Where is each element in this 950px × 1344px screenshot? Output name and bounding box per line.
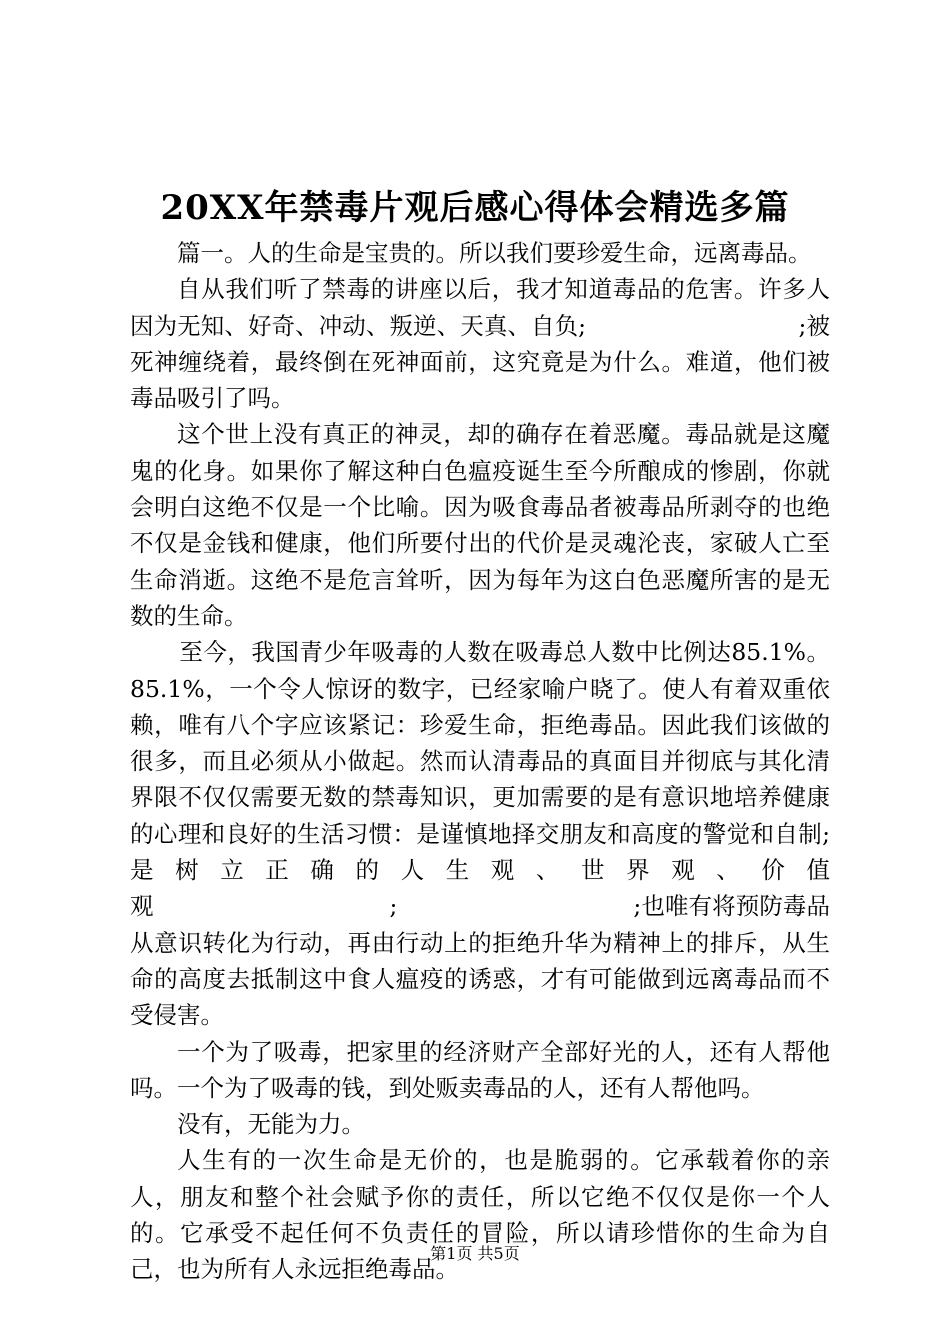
page-footer: 第1页 共5页 bbox=[430, 1244, 520, 1263]
document-body bbox=[130, 235, 830, 1288]
paragraph-1: 篇一。人的生命是宝贵的。所以我们要珍爱生命，远离毒品。 bbox=[177, 239, 812, 267]
paragraph-2: 自从我们听了禁毒的讲座以后，我才知道毒品的危害。许多人因为无知、好奇、冲动、叛逆、天真、自负; ;被死神缠绕着，最终倒在死神面前，这究竟是为什么。难道，他们被毒品吸引了吗。 bbox=[130, 275, 830, 413]
paragraph-4: 至今，我国青少年吸毒的人数在吸毒总人数中比例达85.1%。85.1%，一个令人惊讶的数字，已经家喻户晓了。使人有着双重依赖，唯有八个字应该紧记：珍爱生命，拒绝毒品。因此我们该做的很多，而且必须从小做起。然而认清毒品的真面目并彻底与其化清界限不仅仅需要无数的禁毒知识，更加需要的是有意识地培养健康的心理和良好的生活习惯：是谨慎地择交朋友和高度的警觉和自制;是树立正确的人生观、世界观、价值观 ; ;也唯有将预防毒品从意识转化为行动，再由行动上的拒绝升华为精神上的排斥，从生命的高度去抵制这中食人瘟疫的诱惑，才有可能做到远离毒品而不受侵害。 bbox=[130, 638, 830, 1030]
paragraph-5: 一个为了吸毒，把家里的经济财产全部好光的人，还有人帮他吗。一个为了吸毒的钱，到处贩卖毒品的人，还有人帮他吗。 bbox=[130, 1037, 830, 1102]
paragraph-3: 这个世上没有真正的神灵，却的确存在着恶魔。毒品就是这魔鬼的化身。如果你了解这种白色瘟疫诞生至今所酿成的惨剧，你就会明白这绝不仅是一个比喻。因为吸食毒品者被毒品所剥夺的也绝不仅是金钱和健康，他们所要付出的代价是灵魂沦丧，家破人亡至生命消逝。这绝不是危言耸听，因为每年为这白色恶魔所害的是无数的生命。 bbox=[130, 420, 830, 630]
paragraph-6: 没有，无能为力。 bbox=[177, 1110, 365, 1139]
document-title: 20XX年禁毒片观后感心得体会精选多篇 bbox=[160, 188, 790, 228]
paragraph-7: 人生有的一次生命是无价的，也是脆弱的。它承载着你的亲人，朋友和整个社会赋予你的责任，所以它绝不仅仅是你一个人的。它承受不起任何不负责任的冒险，所以请珍惜你的生命为自己，也为所有人永远拒绝毒品。 bbox=[130, 1146, 830, 1284]
